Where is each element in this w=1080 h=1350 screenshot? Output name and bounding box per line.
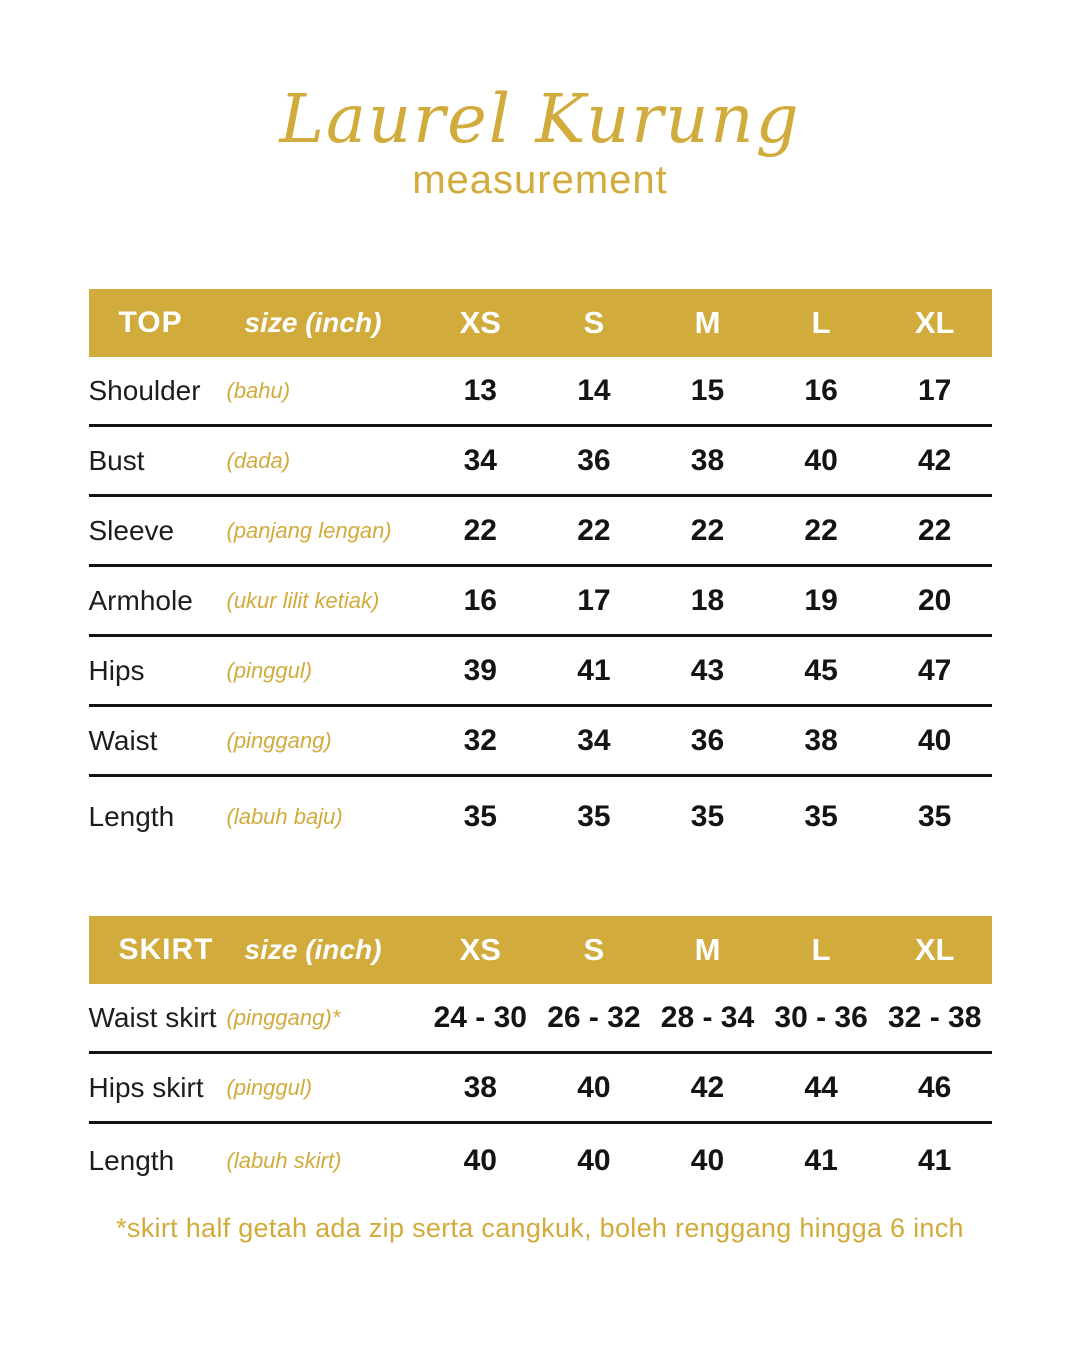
size-table-top [89, 289, 992, 857]
table-row [89, 427, 992, 497]
measurement-label: Length [88, 801, 175, 833]
size-column-header-xl: XL [914, 305, 955, 341]
measurement-translation: (pinggul) [226, 657, 313, 683]
value-xl: 40 [918, 723, 952, 757]
measurement-translation: (dada) [226, 447, 291, 473]
value-xl: 35 [918, 800, 952, 834]
value-l: 19 [804, 583, 838, 617]
tables-container [0, 289, 1080, 1197]
value-xl: 41 [918, 1143, 952, 1177]
value-xl: 17 [918, 373, 952, 407]
size-table-skirt [89, 916, 992, 1197]
value-s: 35 [577, 800, 611, 834]
value-m: 43 [690, 653, 725, 687]
measurement-label: Waist [88, 724, 158, 756]
value-xs: 24 - 30 [433, 1000, 527, 1034]
value-s: 36 [577, 443, 611, 477]
size-column-header-xs: XS [459, 305, 501, 341]
value-s: 41 [577, 653, 611, 687]
skirt-footnote: *skirt half getah ada zip serta cangkuk, boleh renggang hingga 6 inch [116, 1213, 964, 1244]
table-row [89, 567, 992, 637]
table-row [89, 497, 992, 567]
value-m: 40 [690, 1143, 725, 1177]
value-xs: 38 [463, 1070, 497, 1104]
table-row [89, 984, 992, 1054]
table-header-top [89, 289, 992, 357]
table-row [89, 1054, 992, 1124]
value-s: 14 [577, 373, 611, 407]
size-column-header-xl: XL [914, 932, 955, 968]
unit-label: size (inch) [244, 934, 382, 966]
value-xl: 47 [918, 653, 952, 687]
table-row [89, 777, 992, 857]
value-m: 28 - 34 [660, 1000, 755, 1034]
table-row [89, 357, 992, 427]
value-xl: 22 [918, 513, 952, 547]
value-xs: 13 [463, 373, 497, 407]
measurement-translation: (pinggul) [226, 1074, 313, 1100]
size-column-header-xs: XS [459, 932, 501, 968]
value-l: 16 [804, 373, 838, 407]
size-column-header-m: M [694, 932, 721, 968]
table-title: SKIRT [118, 933, 214, 967]
measurement-translation: (pinggang)* [226, 1004, 341, 1030]
measurement-label: Armhole [88, 584, 193, 616]
table-title: TOP [118, 306, 183, 340]
measurement-translation: (ukur lilit ketiak) [226, 587, 380, 613]
value-s: 40 [577, 1143, 611, 1177]
measurement-label: Hips skirt [88, 1071, 204, 1103]
value-xl: 20 [918, 583, 952, 617]
measurement-translation: (panjang lengan) [226, 517, 392, 543]
value-s: 34 [577, 723, 611, 757]
size-column-header-l: L [811, 932, 831, 968]
page-header [0, 0, 1080, 203]
measurement-label: Sleeve [88, 514, 175, 546]
unit-label: size (inch) [244, 307, 382, 339]
value-m: 38 [690, 443, 725, 477]
measurement-label: Shoulder [88, 374, 201, 406]
value-xs: 34 [463, 443, 497, 477]
measurement-label: Hips [88, 654, 145, 686]
value-m: 42 [690, 1070, 725, 1104]
value-l: 22 [804, 513, 838, 547]
measurement-label: Waist skirt [88, 1001, 217, 1033]
value-m: 35 [690, 800, 725, 834]
value-xs: 35 [463, 800, 497, 834]
value-l: 35 [804, 800, 838, 834]
value-s: 40 [577, 1070, 611, 1104]
value-xs: 16 [463, 583, 497, 617]
size-column-header-m: M [694, 305, 721, 341]
table-row [89, 707, 992, 777]
value-xs: 32 [463, 723, 497, 757]
value-m: 18 [690, 583, 725, 617]
value-l: 45 [804, 653, 838, 687]
table-row [89, 637, 992, 707]
value-m: 22 [690, 513, 725, 547]
value-m: 15 [690, 373, 725, 407]
page-title: Laurel Kurung [279, 80, 801, 158]
value-l: 40 [804, 443, 838, 477]
measurement-translation: (labuh skirt) [226, 1147, 342, 1173]
value-xl: 32 - 38 [887, 1000, 982, 1034]
value-m: 36 [690, 723, 725, 757]
page-subtitle: measurement [412, 158, 668, 203]
value-l: 41 [804, 1143, 838, 1177]
size-column-header-l: L [811, 305, 831, 341]
value-xs: 39 [463, 653, 497, 687]
value-s: 26 - 32 [547, 1000, 641, 1034]
value-xs: 40 [463, 1143, 497, 1177]
value-l: 30 - 36 [774, 1000, 868, 1034]
value-s: 17 [577, 583, 611, 617]
measurement-translation: (labuh baju) [226, 804, 343, 830]
value-l: 38 [804, 723, 838, 757]
value-xs: 22 [463, 513, 497, 547]
value-xl: 46 [918, 1070, 952, 1104]
value-l: 44 [804, 1070, 838, 1104]
measurement-label: Length [88, 1144, 175, 1176]
size-column-header-s: S [583, 932, 605, 968]
measurement-translation: (bahu) [226, 377, 291, 403]
measurement-translation: (pinggang) [226, 727, 332, 753]
table-header-skirt [89, 916, 992, 984]
table-row [89, 1124, 992, 1197]
size-column-header-s: S [583, 305, 605, 341]
value-xl: 42 [918, 443, 952, 477]
value-s: 22 [577, 513, 611, 547]
measurement-label: Bust [88, 444, 145, 476]
